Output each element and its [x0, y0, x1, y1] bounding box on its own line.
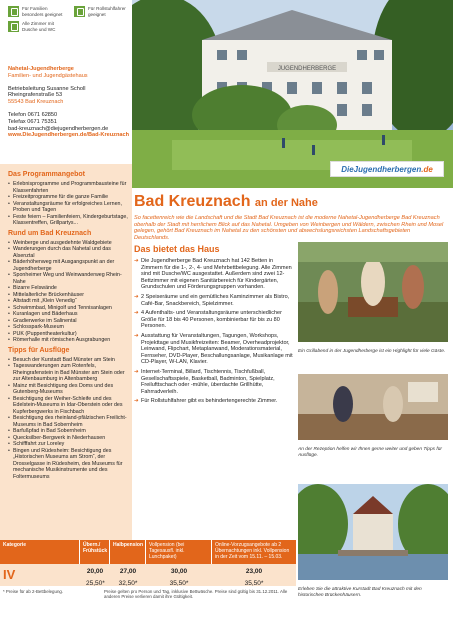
contact-web-link[interactable]: www.DieJugendherbergen.de/Bad-Kreuznach	[8, 132, 130, 139]
haus-item: ➜ Die Jugendherberge Bad Kreuznach hat 142 Betten in Zimmern für die 1-, 2-, 4- und Mehrbettbelegung. Alle Zimmen sind mit Dusche/WC ausgestattet. Außerdem sind zwei 12-Bettzimmer mit eigenen Sanitärbereich für Kindergärten, Grundschulen und Förderungsgruppen vorhanden.	[134, 258, 294, 291]
tipps-item: • Mainz mit Besichtigung des Doms und des Gutenberg-Museums	[8, 383, 130, 396]
price-note-bed: * Preise für ab 2-Bettbelegung.	[3, 589, 64, 594]
haus-item: ➜ Internet-Terminal, Billard, Tischtennis, Tischfußball, Gesellschaftsspiele, Basketball, Badminton, Spielplatz, Freilufttschach oder -mühle, überdachte Grillhütte, Fahrradverleih.	[134, 369, 294, 395]
logo-domain: .de	[421, 164, 433, 174]
reception-photo-block	[298, 374, 448, 458]
reception-photo	[298, 374, 448, 440]
shower-icon	[8, 21, 19, 32]
family-icon	[8, 6, 19, 17]
price-cell: 23,00	[245, 568, 263, 575]
contact-street: Rheingrafenstraße 53	[8, 92, 63, 99]
tipps-item: • Barfußpfad in Bad Sobernheim	[8, 428, 130, 435]
price-header-category: Kategorie	[0, 540, 80, 564]
rund-item: • Mittelalterliche Brückenhäuser	[8, 292, 130, 299]
price-category: IV	[3, 567, 16, 582]
rund-item: • Bäderhöhenweg mit Ausgangspunkt an der Jugendherberge	[8, 259, 130, 272]
rund-item: • Kuranlagen und Bäderhaus	[8, 311, 130, 318]
contact-fax: Telefax 0671 75351	[8, 118, 57, 125]
page-title	[134, 193, 318, 211]
rund-item: • Sponheimer Weg und Weinwanderweg Rhein-Nahe	[8, 272, 130, 285]
price-note-validity: Preise gelten pro Person und Tag, inklusive Bettwäsche. Preise sind gültig bis 31.12.2011. Alle anderen Preise verlieren damit ihre Gültigkeit.	[104, 589, 288, 600]
org-name: Nahetal-Jugendherberge	[8, 66, 74, 72]
org-subtitle: Familien- und Jugendgästehaus	[8, 72, 88, 79]
price-header-row	[0, 540, 296, 564]
tipps-item: • Quecksilber-Bergwerk in Niederhausen	[8, 435, 130, 442]
tipps-item: • Besichtigung des rheinland-pfälzischen Freilicht-Museums in Bad Sobernheim	[8, 415, 130, 428]
tipps-list	[8, 357, 130, 481]
price-cell: 27,00	[119, 568, 137, 575]
rund-item: • Altstadt mit „Klein Venedig“	[8, 298, 130, 305]
price-cell: 35,50*	[244, 580, 264, 587]
icon-row-wheelchair	[74, 6, 134, 17]
price-cell: 35,50*	[169, 580, 189, 587]
price-header-halfboard: Halbpension	[110, 540, 146, 564]
bbq-photo	[298, 242, 448, 342]
caption-town: Erleben Sie die attraktive Kurstadt Bad Kreuznach mit den historischen Brückenhäusern.	[298, 587, 422, 598]
rund-list	[8, 240, 130, 344]
tipps-item: • Schifffahrt zur Loreley	[8, 441, 130, 448]
icon-row-family	[8, 6, 68, 17]
price-cell: 20,00	[86, 568, 104, 575]
programm-item: • Freizeitprogramme für die ganze Familie	[8, 194, 130, 201]
haus-item: ➜ 2 Speiseräume und ein gemütliches Kaminzimmer als Bistro, Café-Bar, Snackbereich, Spielzimmer.	[134, 294, 294, 307]
icon-row-shower	[8, 21, 128, 32]
rund-item: • Schwimmbad, Minigolf und Tennisanlagen	[8, 305, 130, 312]
logo-text: DieJugendherbergen	[341, 164, 422, 174]
intro-text: So facettenreich wie die Landschaft und die Stadt Bad Kreuznach ist die moderne Nahetal-Jugendherberge Bad Kreuznach oberhalb der Stadt mit herrlichem Blick auf das Nahetal. Umgeben von Weinbergen und Wäldern, zwischen Rhein und Mosel gelegen, gehört Bad Kreuznach im Nahetal zu den schönsten und abwechslungsreichsten Landschaftsgebieten Deutschlands.	[134, 215, 444, 241]
programm-item: • Feste feiern – Familienfeiern, Kindergeburtstage, Klassentreffen, Grillpartys...	[8, 214, 130, 227]
tipps-item: • Besichtigung der Weiher-Schleife und des Edelstein-Museums in Idar-Oberstein oder des Kupferbergwerks in Fischbach	[8, 396, 130, 416]
brand-logo	[330, 161, 444, 177]
family-label: Für Familien besonders geeignet	[22, 6, 63, 17]
price-header-breakfast: Übern./ Frühstück	[80, 540, 110, 564]
price-cell: 30,00	[170, 568, 188, 575]
price-body-row	[0, 564, 296, 586]
info-panel-content	[8, 168, 130, 480]
tipps-item: • Bingen und Rüdesheim: Besichtigung des „Historischen Museums am Strom“, der Drosselgasse in Rüdesheim, des Museums für mechanische Musikinstrumente und des Foltermuseums	[8, 448, 130, 481]
haus-item: ➜ 4 Aufenthalts- und Veranstaltungsräume unterschiedlicher Größe für 18 bis 40 Personen, kombinierbar für bis zu 80 Personen.	[134, 310, 294, 330]
contact-city: 55543 Bad Kreuznach	[8, 99, 64, 106]
price-header-online: Online-Vorzugsangebote ab 2 Übernachtungen inkl. Vollpension in der Zeit vom 15.11. – 15.03.	[215, 542, 290, 560]
haus-item: ➜ Für Rollstuhlfahrer gibt es behindertengerechte Zimmer.	[134, 398, 294, 405]
town-photo	[298, 484, 448, 580]
price-table	[0, 540, 296, 632]
haus-item: ➜ Ausstattung für Veranstaltungen, Tagungen, Workshops, Projekttage und Musikfreizeiten: Beamer, Overheadprojektor, Leinwand, Flipchart, Metaplanwand, Moderationsmaterial, Fernseher, DVD-Player, Beschallungsanlage, Musikanlage mit CD-Player, W-LAN, Klavier.	[134, 333, 294, 366]
wheelchair-icon	[74, 6, 85, 17]
price-cell: 25,50*	[86, 580, 105, 587]
rund-heading: Rund um Bad Kreuznach	[8, 229, 92, 237]
bbq-photo-block	[298, 242, 448, 359]
rund-item: • Weinberge und ausgedehnte Waldgebiete	[8, 240, 130, 247]
tipps-item: • Tageswanderungen zum Rotenfels, Rheingrafenstein in Bad Münster am Stein oder zur Altenbaumburg in Altenbamberg	[8, 363, 130, 383]
programm-list	[8, 181, 130, 227]
haus-list	[134, 258, 294, 408]
price-notes	[0, 589, 296, 599]
programm-item: • Veranstaltungsräume für erfolgreiches Lernen, Proben und Tagen	[8, 201, 130, 214]
rund-item: • Gradierwerke im Salinental	[8, 318, 130, 325]
price-header-fullboard: Vollpension (bei Tagesausfl. inkl. Lunchpaket)	[146, 540, 212, 564]
title-main: Bad Kreuznach	[134, 193, 251, 210]
title-sub: an der Nahe	[254, 197, 318, 209]
contact-phone: Telefon 0671 62850	[8, 111, 58, 118]
haus-heading: Das bietet das Haus	[134, 244, 220, 254]
feature-icons	[8, 6, 128, 36]
price-cell: 32,50*	[118, 580, 138, 587]
tipps-heading: Tipps für Ausflüge	[8, 346, 70, 354]
rund-item: • Wanderungen durch das Nahetal und das Alsenztal	[8, 246, 130, 259]
contact-lead: Betriebsleitung Susanne Scholl	[8, 85, 86, 92]
wheelchair-label: Für Rollstuhlfahrer geeignet	[88, 6, 126, 17]
svg-text:JUGENDHERBERGE: JUGENDHERBERGE	[277, 66, 337, 72]
programm-item: • Erlebnisprogramme und Programmbausteine für Klassenfahrten	[8, 181, 130, 194]
contact-email[interactable]: bad-kreuznach@diejugendherbergen.de	[8, 125, 109, 132]
shower-label: Alle Zimmer mit Dusche und WC	[22, 21, 56, 32]
rund-item: • PUK (Puppentheaterkultur)	[8, 331, 130, 338]
contact-block	[8, 66, 132, 139]
town-photo-block	[298, 484, 448, 598]
tipps-item: • Besuch der Kurstadt Bad Münster am Stein	[8, 357, 130, 364]
programm-heading: Das Programmangebot	[8, 171, 86, 178]
rund-item: • Bizarre Felswände	[8, 285, 130, 292]
caption-bbq: Ein Grillabend in der Jugendherberge ist ein Highlight für viele Gäste.	[298, 349, 446, 354]
rund-item: • Römerhalle mit römischen Ausgrabungen	[8, 337, 130, 344]
hostel-photo	[132, 0, 453, 188]
caption-reception: An der Rezeption helfen wir Ihnen gerne weiter und geben Tipps für Ausflüge.	[298, 447, 442, 458]
rund-item: • Schlosspark-Museum	[8, 324, 130, 331]
